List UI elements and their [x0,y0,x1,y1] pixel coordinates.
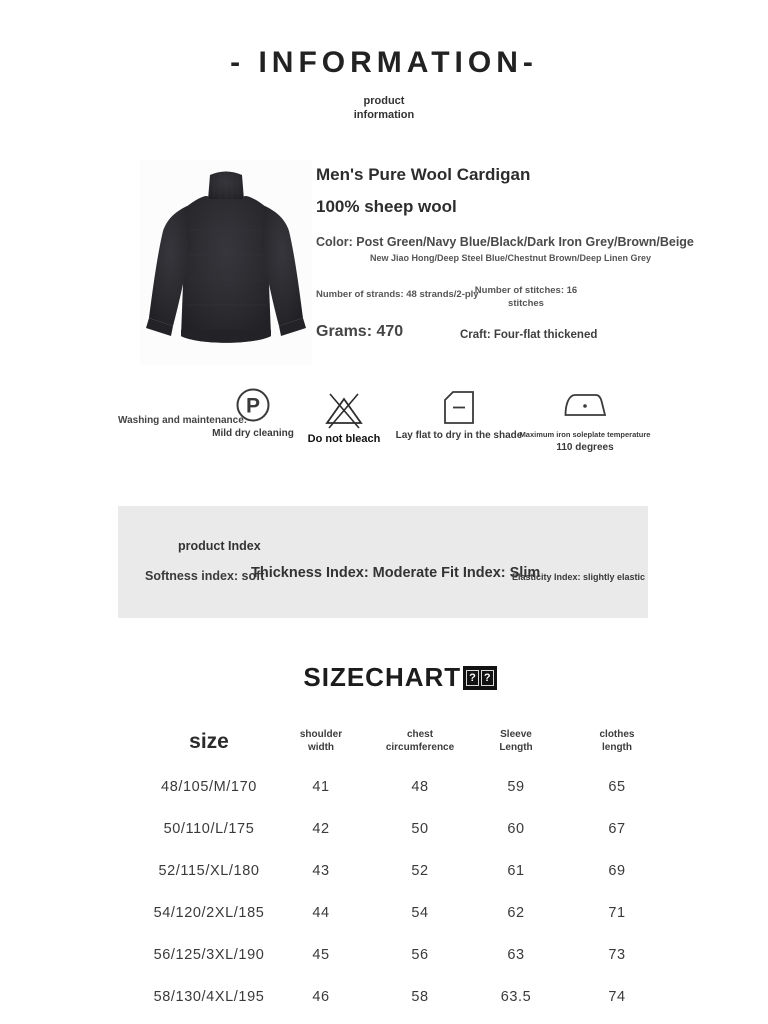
column-header-sleeve-length [471,728,561,754]
product-name: Men's Pure Wool Cardigan [316,165,531,184]
care-item-label-degrees: 110 degrees [556,442,614,453]
cell-shoulder-width: 43 [312,863,330,879]
cell-chest-circumference: 48 [411,779,429,795]
product-material: 100% sheep wool [316,197,457,216]
product-index-panel [118,506,648,618]
cell-sleeve-length: 63 [507,947,525,963]
dry-flat-shade-icon [442,386,476,426]
column-header-line: Sleeve [500,729,532,740]
column-header-line: shoulder [299,729,343,740]
care-item-dry-clean [203,384,303,439]
missing-glyph-1: ? [466,670,479,686]
cell-shoulder-width: 45 [312,947,330,963]
dry-clean-gentle-icon [234,384,272,424]
panel-title: product Index [178,539,261,553]
care-item-no-bleach [294,389,394,445]
cell-size: 50/110/L/175 [163,821,255,837]
sweater-illustration [140,160,312,365]
cell-shoulder-width: 46 [312,989,330,1005]
cell-shoulder-width: 42 [312,821,330,837]
page-subtitle [0,94,768,122]
cell-sleeve-length: 62 [507,905,525,921]
table-row [0,934,768,976]
max-iron-temperature-icon [562,385,608,425]
cell-chest-circumference: 50 [411,821,429,837]
cell-clothes-length: 67 [608,821,626,837]
table-row [0,766,768,808]
size-chart-title: SIZECHART [303,662,462,692]
product-stitches-line2: stitches [508,298,544,309]
size-chart-heading [16,662,768,693]
product-colors-line2: New Jiao Hong/Deep Steel Blue/Chestnut Brown/Deep Linen Grey [370,253,652,263]
elasticity-index: Elasticity Index: slightly elastic [512,572,646,582]
thickness-fit-index: Thickness Index: Moderate Fit Index: Slim [251,565,541,581]
table-row [0,808,768,850]
cell-size: 54/120/2XL/185 [153,905,265,921]
product-colors-line1: Color: Post Green/Navy Blue/Black/Dark Iron Grey/Brown/Beige [316,235,694,249]
column-header-size: size [189,730,229,753]
subtitle-line1: product [363,95,405,107]
care-item-iron-temp [515,385,655,453]
product-stitches [462,284,590,310]
care-item-label: Do not bleach [307,433,381,445]
table-row [0,892,768,934]
softness-index: Softness index: soft [145,569,265,583]
product-craft: Craft: Four-flat thickened [460,329,598,341]
subtitle-line2: information [353,109,415,121]
cell-shoulder-width: 41 [312,779,330,795]
cell-chest-circumference: 58 [411,989,429,1005]
cell-shoulder-width: 44 [312,905,330,921]
cell-chest-circumference: 52 [411,863,429,879]
cell-clothes-length: 71 [608,905,626,921]
care-section-label: Washing and maintenance: [118,415,248,426]
svg-text:P: P [245,394,261,418]
column-header-chest-circumference [375,728,465,754]
cell-chest-circumference: 56 [411,947,429,963]
cell-clothes-length: 74 [608,989,626,1005]
size-table-body [0,766,768,1018]
cell-sleeve-length: 59 [507,779,525,795]
column-header-shoulder-width [281,728,361,754]
cell-size: 48/105/M/170 [161,779,257,795]
missing-glyph-badge [463,666,496,690]
product-strands: Number of strands: 48 strands/2-ply [316,289,479,300]
do-not-bleach-icon [323,389,365,429]
cell-sleeve-length: 61 [507,863,525,879]
cell-sleeve-length: 60 [507,821,525,837]
size-table-header [0,722,768,770]
cell-size: 52/115/XL/180 [158,863,260,879]
missing-glyph-2: ? [481,670,494,686]
care-item-dry-flat-shade [389,386,529,441]
care-item-label: Lay flat to dry in the shade [395,430,523,441]
column-header-line: clothes [599,729,635,740]
care-item-label: Maximum iron soleplate temperature [519,430,651,439]
column-header-clothes-length [572,728,662,754]
column-header-line: width [307,742,335,753]
cell-clothes-length: 73 [608,947,626,963]
product-stitches-line1: Number of stitches: 16 [474,285,578,296]
cell-clothes-length: 65 [608,779,626,795]
cell-chest-circumference: 54 [411,905,429,921]
product-grams: Grams: 470 [316,323,404,340]
column-header-line: chest [406,729,434,740]
page-title: - INFORMATION- [230,46,538,79]
product-photo-sweater [140,160,312,365]
cell-clothes-length: 69 [608,863,626,879]
column-header-line: Length [499,742,533,753]
column-header-line: length [602,742,632,753]
column-header-line: circumference [385,742,455,753]
cell-size: 56/125/3XL/190 [153,947,265,963]
cell-sleeve-length: 63.5 [500,989,532,1005]
table-row [0,850,768,892]
cell-size: 58/130/4XL/195 [153,989,265,1005]
table-row [0,976,768,1018]
care-item-label: Mild dry cleaning [212,428,294,439]
